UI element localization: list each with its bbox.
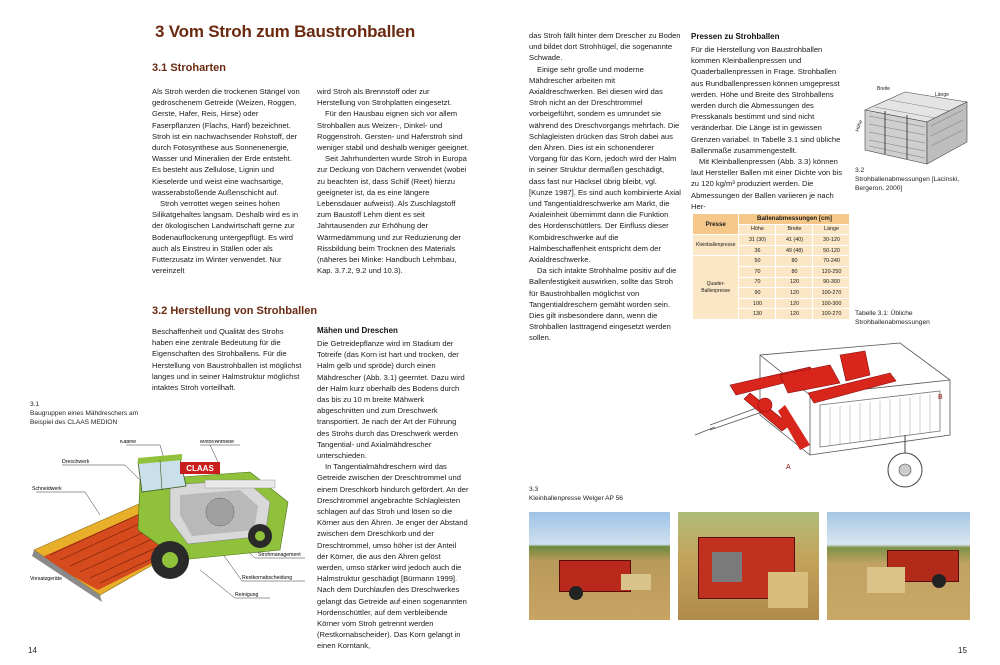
paragraph: Da sich intakte Strohhalme positiv auf die Ballenfestigkeit auswirken, sollte das Stroh für Baustrohballen möglichst von Tangentialdreschern gemäht worden sein. Dies gilt insbesondere dann, wenn die Strohballen lasttragend eingesetzt werden sollen. xyxy=(529,266,677,343)
baler-illustration xyxy=(690,335,965,495)
brand-text: CLAAS xyxy=(186,464,214,473)
table-cell: 70 xyxy=(739,266,776,277)
figure-3-3-number: 3.3 xyxy=(529,486,539,493)
combine-harvester-illustration xyxy=(30,440,310,630)
header-presse: Presse xyxy=(693,214,739,235)
column-2-top xyxy=(317,86,469,276)
subheader-breite: Breite xyxy=(776,224,813,235)
label-schneidwerk: Schneidwerk xyxy=(32,486,62,492)
subheading-pressen: Pressen zu Strohballen xyxy=(691,32,780,41)
table-cell: 49 (48) xyxy=(776,245,813,256)
bale-label-hoehe: Höhe xyxy=(855,119,865,133)
table-cell: 100-270 xyxy=(813,309,850,320)
label-restkornabscheidung: Restkornabscheidung xyxy=(242,575,293,581)
chapter-title: 3 Vom Stroh zum Baustrohballen xyxy=(155,22,416,41)
straw-bale-illustration xyxy=(855,80,975,170)
label-reinigung: Reinigung xyxy=(235,592,259,598)
table-cell: 120-250 xyxy=(813,266,850,277)
label-kabine: Kabine xyxy=(120,440,137,445)
subheader-laenge: Länge xyxy=(813,224,850,235)
table-cell: 50 xyxy=(739,256,776,267)
table-cell: 120 xyxy=(776,309,813,320)
label-vorsatzgeraete: Vorsatzgeräte xyxy=(30,576,63,582)
paragraph: Beschaffenheit und Qualität des Strohs haben eine zentrale Bedeutung für die Eigenschaften des Strohballens. Für die Herstellung von Baustrohballen ist möglichst langes und in seiner Halmstruktur möglichst intaktes Stroh vorteilhaft. xyxy=(152,327,302,393)
table-cell: 80 xyxy=(776,256,813,267)
section-heading-3-1: 3.1 Stroharten xyxy=(152,62,226,74)
page-number-right: 15 xyxy=(958,646,967,655)
paragraph: Für den Hausbau eignen sich vor allem Strohballen aus Weizen-, Dinkel- und Roggenstroh. Gersten- und Haferstroh sind weniger stabil und deshalb weniger geeignet. xyxy=(317,109,469,153)
paragraph: Für die Herstellung von Baustrohballen kommen Kleinballenpressen und Quaderballenpressen in Frage. Strohballen aus Rundballenpressen können umgepresst werden. Höhe und Breite des Strohballens werden durch die Abmessungen des Presskanals bestimmt und sind nicht veränderbar. Die Länge ist in gewissen Grenzen variabel. In Tabelle 3.1 sind übliche Ballenmaße zusammengestellt. xyxy=(691,45,841,155)
table-row xyxy=(693,235,850,246)
column-3 xyxy=(529,30,681,344)
label-motor: Motor/Antriebe xyxy=(200,440,235,445)
paragraph: Die Getreidepflanze wird im Stadium der Totreife (das Korn ist hart und trocken, der Halm gelb und spröde) durch einen Mähdrescher (Abb. 3.1) geerntet. Dazu wird der Halm kurz oberhalb des Bodens durch das bis zu 10 m breite Mähwerk abgeschnitten und zum Dreschwerk transportiert. Je nach der Art der Führung des Strohs durch das Dreschwerk werden Tangential- und Axialmähdrescher unterschieden. xyxy=(317,339,465,461)
column-1-top xyxy=(152,86,302,276)
table-row xyxy=(693,256,850,267)
photo-baler-field-1 xyxy=(529,512,670,620)
table-cell: 70 xyxy=(739,277,776,288)
table-cell: 30-120 xyxy=(813,235,850,246)
paragraph: In Tangentialmähdreschern wird das Getreide zwischen der Dreschtrommel und einem Dreschkorb hindurch gefördert. An der Dreschtrommel angebrachte Schlagleisten schlagen auf das Stroh und lösen so die Körner aus den Ähren. Je enger der Abstand zwischen dem Dreschkorb und der Dreschtrommel, umso höher ist der Anteil der Körner, die aus den Ähren gelöst werden, umso stärker wird jedoch auch die Halmstruktur geschädigt [Bürmann 1999]. Nach dem Durchlaufen des Dreschwerkes gelangt das Getreide auf einen sogenannten Hordenschüttler, auf dem verbleibende Körner vom Stroh getrennt werden (Restkornabscheider). Das Korn gelangt in einen Korntank, xyxy=(317,462,469,651)
table-header-row xyxy=(693,214,850,225)
baler-label-a: A xyxy=(786,464,791,471)
label-dreschwerk: Dreschwerk xyxy=(62,459,90,465)
column-1-mid xyxy=(152,326,302,393)
paragraph: Seit Jahrhunderten wurde Stroh in Europa zur Deckung von Dächern verwendet (wobei zu beachten ist, dass Schilf (Reet) hierzu geeigneter ist, da es eine längere Lebensdauer aufweist). Als Zuschlagstoff zum Baustoff Lehm dient es seit Jahrtausenden zur Erhöhung der Wärmedämmung und zur Reduzierung der Rissbildung beim Trocknen des Materials (näheres bei Minke: Handbuch Lehmbau, Kap. 3.7.2, 9.2 und 10.3). xyxy=(317,154,467,276)
figure-3-2-caption: Strohballenabmessungen [Lacinski, Bergeron, 2000] xyxy=(855,176,960,192)
header-dimensions: Ballenabmessungen [cm] xyxy=(739,214,850,225)
paragraph: Stroh verrottet wegen seines hohen Silikatgehaltes langsam. Deshalb wird es in der ökologischen Landwirtschaft gerne zur Bodenauflockerung untergepflügt. Es wird auch als Einstreu in Ställen oder als Futterzusatz im Winter verwendet. Nur vereinzelt xyxy=(152,199,299,276)
table-cell: 36 xyxy=(739,245,776,256)
table-cell: 50-120 xyxy=(813,245,850,256)
table-cell: 120 xyxy=(776,277,813,288)
figure-3-1-number: 3.1 xyxy=(30,401,40,408)
table-cell: 120 xyxy=(776,288,813,299)
paragraph: wird Stroh als Brennstoff oder zur Herstellung von Strohplatten eingesetzt. xyxy=(317,87,452,108)
column-2-bottom xyxy=(317,338,469,652)
table-cell: 100 xyxy=(739,298,776,309)
table-body xyxy=(692,213,850,320)
figure-3-2-number: 3.2 xyxy=(855,167,865,174)
paragraph: Mit Kleinballenpressen (Abb. 3.3) können laut Hersteller Ballen mit einer Dichte von bis zu 120 kg/m³ produziert werden. Die Abmessungen der Ballen variieren je nach Her- xyxy=(691,157,843,211)
table-cell: 90-300 xyxy=(813,277,850,288)
table-cell: 31 (30) xyxy=(739,235,776,246)
baler-label-b: B xyxy=(938,394,943,401)
table-cell: 130 xyxy=(739,309,776,320)
section-heading-3-2: 3.2 Herstellung von Strohballen xyxy=(152,305,318,317)
table-cell: 100-270 xyxy=(813,288,850,299)
subheading-maehen: Mähen und Dreschen xyxy=(317,326,398,335)
photo-baler-field-2 xyxy=(678,512,819,620)
table-cell: 80 xyxy=(776,266,813,277)
paragraph: Als Stroh werden die trockenen Stängel von gedroschenem Getreide (Weizen, Roggen, Gerste, Hafer, Reis, Hirse) oder Faserpflanzen (Flachs, Hanf) bezeichnet. Stroh ist ein nachwachsender Rohstoff, der durch Fotosynthese aus Sonnenenergie, Wasser und Mineralien der Erde entsteht. Es besteht aus Zellulose, Lignin und Kieselerde und weist eine wachsartige, wasserabstoßende Außenschicht auf. xyxy=(152,87,300,197)
paragraph: Einige sehr große und moderne Mähdrescher arbeiten mit Axialdreschwerken. Bei diesen wird das Stroh nicht an der Dreschtrommel vorbeigeführt, sondern es umrundet sie während des Dreschvorgangs mehrfach. Die Schlagleisten drücken das Stroh dabei aus den Ähren. Dies ist ein schonenderer Vorgang für das Korn, jedoch wird der Halm in seiner Struktur dermaßen geschädigt, dass fast nur Häcksel übrig bleibt, vgl. [Kunze 1987]. Es sind auch kombinierte Axial und Tangentialdreschwerke am Markt, die Axialeinheit übernimmt dann die Funktion des Hordenschüttlers. Der Einfluss dieser Kombidreschwerke auf die Halmbeschaffenheit entspricht dem der Axialdreschwerke. xyxy=(529,64,681,265)
table-cell: 120 xyxy=(776,298,813,309)
table-3-1-caption: Tabelle 3.1: Übliche Strohballenabmessungen xyxy=(855,310,930,326)
bale-label-breite: Breite xyxy=(877,86,891,92)
cabin xyxy=(138,454,186,492)
figure-3-3-caption: Kleinballenpresse Welger AP 56 xyxy=(529,495,623,502)
figure-3-1-caption: Baugruppen eines Mähdreschers am Beispiel des CLAAS MEDION xyxy=(30,410,139,426)
table-cell: 90 xyxy=(739,288,776,299)
table-cell: 41 (40) xyxy=(776,235,813,246)
subheader-hoehe: Höhe xyxy=(739,224,776,235)
photo-baler-field-3 xyxy=(827,512,970,620)
label-strohmanagement: Strohmanagement xyxy=(258,552,301,558)
page-number-left: 14 xyxy=(28,646,37,655)
table-cell: 100-300 xyxy=(813,298,850,309)
bale-dimension-table xyxy=(692,213,850,320)
row-label-quaderballen: Quader-Ballenpresse xyxy=(693,256,739,320)
bale-label-laenge: Länge xyxy=(935,92,949,98)
row-label-kleinballen: Kleinballenpresse xyxy=(693,235,739,256)
paragraph: das Stroh fällt hinter dem Drescher zu Boden und bildet dort Strohhügel, die sogenannte Schwade. xyxy=(529,31,681,63)
table-cell: 70-240 xyxy=(813,256,850,267)
column-4 xyxy=(691,44,845,212)
